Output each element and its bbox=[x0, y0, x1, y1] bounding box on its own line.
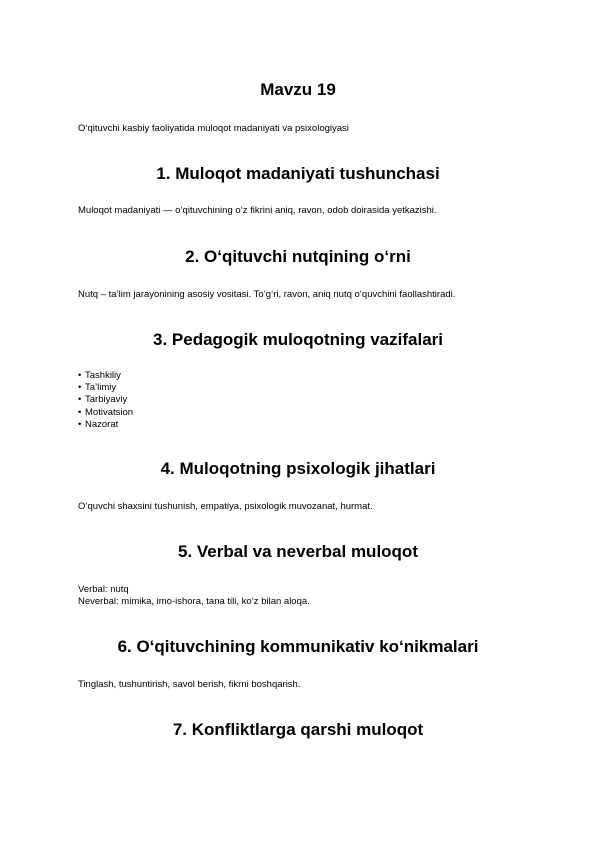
section-text-5a: Verbal: nutq bbox=[78, 584, 129, 595]
section-text-2: Nutq – ta’lim jarayonining asosiy vositasi. To‘g‘ri, ravon, aniq nutq o‘quvchini faollashtiradi. bbox=[78, 289, 456, 300]
bullet-icon: • bbox=[78, 418, 82, 430]
section-text-5b: Neverbal: mimika, imo-ishora, tana tili, ko‘z bilan aloqa. bbox=[78, 596, 310, 607]
section-text-4: O‘quvchi shaxsini tushunish, empatiya, psixologik muvozanat, hurmat. bbox=[78, 501, 373, 512]
section-heading-1: 1. Muloqot madaniyati tushunchasi bbox=[156, 164, 440, 183]
page-subtitle: O‘qituvchi kasbiy faoliyatida muloqot madaniyati va psixologiyasi bbox=[78, 123, 349, 134]
section-heading-4: 4. Muloqotning psixologik jihatlari bbox=[160, 459, 436, 478]
section-heading-3: 3. Pedagogik muloqotning vazifalari bbox=[153, 330, 443, 349]
list-item: • Motivatsion bbox=[78, 406, 134, 418]
section-heading-2: 2. O‘qituvchi nutqining o‘rni bbox=[185, 247, 411, 266]
list-item: • Nazorat bbox=[78, 418, 119, 430]
section-heading-7: 7. Konfliktlarga qarshi muloqot bbox=[172, 720, 424, 739]
section-heading-5: 5. Verbal va neverbal muloqot bbox=[178, 542, 418, 561]
section-text-6: Tinglash, tushuntirish, savol berish, fikrni boshqarish. bbox=[78, 679, 301, 690]
page-title: Mavzu 19 bbox=[260, 80, 336, 99]
bullet-icon: • bbox=[78, 406, 82, 418]
list-item: • Tashkiliy bbox=[78, 370, 121, 381]
list-item: • Ta’limiy bbox=[78, 382, 117, 394]
function-list bbox=[78, 370, 133, 431]
list-item: • Tarbiyaviy bbox=[78, 394, 128, 406]
section-heading-6: 6. O‘qituvchining kommunikativ ko‘nikmalari bbox=[117, 637, 479, 656]
bullet-icon: • bbox=[78, 394, 82, 406]
bullet-icon: • bbox=[78, 382, 82, 394]
section-text-1: Muloqot madaniyati — o‘qituvchining o‘z fikrini aniq, ravon, odob doirasida yetkazishi. bbox=[78, 205, 437, 216]
bullet-icon: • bbox=[78, 370, 82, 381]
